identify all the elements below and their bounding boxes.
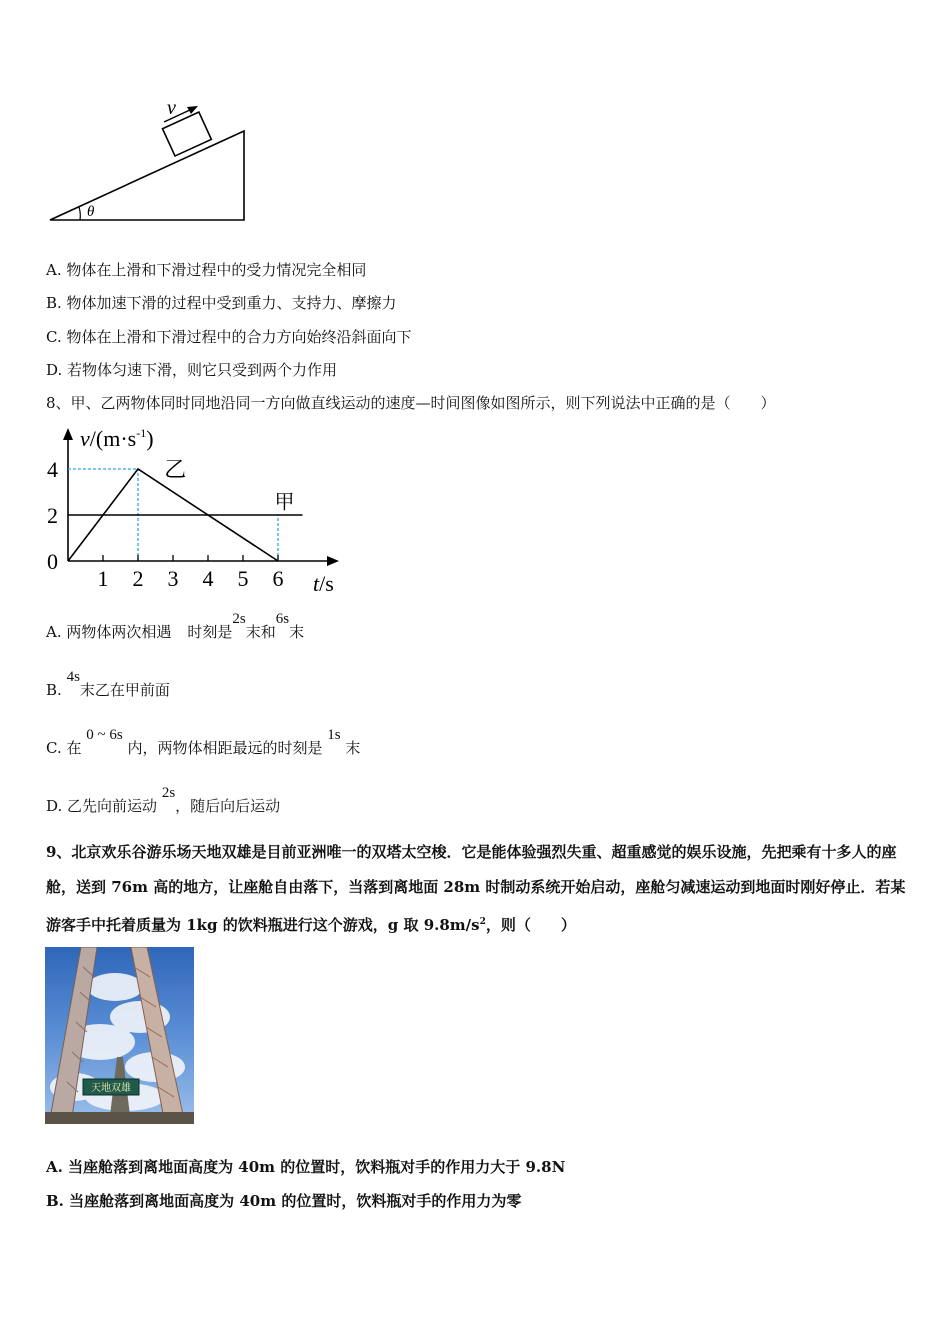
q8-option-c-mid: 内，两物体相距最远的时刻是 — [127, 739, 323, 757]
q8-option-a — [46, 611, 305, 643]
q7-option-b: B. 物体加速下滑的过程中受到重力、支持力、摩擦力 — [46, 294, 397, 312]
q8-option-a-mid1: 时刻是 — [187, 623, 233, 641]
q8-option-d-end: ，随后向后运动 — [175, 797, 281, 815]
y-axis-label: $v/(m\cdot s^{-1})$ — [80, 426, 154, 451]
q9-stem-part2: ，则（ ） — [485, 916, 576, 934]
q8-option-c-prefix: C. 在 — [46, 739, 82, 757]
q9-option-a: A. 当座舱落到离地面高度为 40m 的位置时，饮料瓶对手的作用力大于 9.8N — [46, 1158, 566, 1176]
q8-option-c — [46, 727, 361, 759]
q8-option-b-prefix: B. — [46, 681, 62, 699]
series-label-jia: 甲 — [274, 491, 295, 514]
q8-option-b-val: 4s — [66, 669, 80, 685]
y-tick-label-0: 0 — [47, 549, 58, 574]
q9-option-b: B. 当座舱落到离地面高度为 40m 的位置时，饮料瓶对手的作用力为零 — [46, 1192, 522, 1210]
q8-option-d-prefix: D. 乙先向前运动 — [46, 797, 158, 815]
q8-option-c-val1: 0 ~ 6s — [86, 727, 123, 743]
x-axis-arrow — [327, 556, 339, 566]
tower-photo — [45, 947, 194, 1124]
sign-text: 天地双雄 — [91, 1083, 131, 1094]
series-label-yi: 乙 — [164, 457, 187, 483]
q8-option-a-val1: 2s — [232, 611, 246, 627]
incline-triangle — [50, 131, 244, 220]
velocity-label: v — [167, 97, 176, 119]
q8-option-a-prefix: A. 两物体两次相遇 — [46, 623, 172, 641]
ground — [45, 1112, 194, 1124]
x-tick-label-5: 5 — [237, 566, 249, 591]
q8-option-b-end: 末乙在甲前面 — [79, 681, 170, 699]
x-axis-label: t/s — [313, 571, 334, 596]
q8-option-a-end: 末 — [289, 623, 305, 641]
y-axis-arrow — [63, 428, 73, 440]
y-tick-label-2: 2 — [47, 503, 58, 528]
q8-option-d — [46, 785, 281, 817]
q8-option-b — [46, 669, 170, 701]
x-tick-label-4: 4 — [202, 566, 214, 591]
q8-option-c-end: 末 — [345, 739, 361, 757]
x-tick-label-3: 3 — [167, 566, 179, 591]
q8-option-c-val2: 1s — [327, 727, 341, 743]
q8-option-d-val: 2s — [161, 785, 176, 801]
y-tick-label-4: 4 — [47, 457, 58, 482]
vt-chart — [40, 420, 350, 598]
angle-label: θ — [87, 204, 95, 220]
x-tick-label-2: 2 — [132, 566, 144, 591]
q9-stem-part1: 9、北京欢乐谷游乐场天地双雄是目前亚洲唯一的双塔太空梭．它是能体验强烈失重、超重感觉的娱乐设施，先把乘有十多人的座舱，送到 76m 高的地方，让座舱自由落下，当落到离地面 28m 时制动系统开始启动，座舱匀减速运动到地面时刚好停止．若某游客手中托着质量为 1kg 的饮料瓶进行这个游戏，g 取 9.8m/s — [46, 843, 906, 934]
incline-figure — [40, 92, 260, 227]
q9-stem-sup: 2 — [479, 917, 486, 927]
q8-option-a-val2: 6s — [275, 611, 290, 627]
q7-option-a: A. 物体在上滑和下滑过程中的受力情况完全相同 — [46, 261, 367, 279]
q8-option-a-mid2: 末和 — [245, 623, 276, 641]
q9-stem — [46, 835, 912, 943]
angle-arc — [79, 207, 80, 220]
x-tick-label-6: 6 — [272, 566, 284, 591]
x-tick-label-1: 1 — [97, 566, 109, 591]
q7-option-d: D. 若物体匀速下滑，则它只受到两个力作用 — [46, 361, 338, 379]
q8-stem: 8、甲、乙两物体同时同地沿同一方向做直线运动的速度—时间图像如图所示，则下列说法中正确的是（ ） — [46, 394, 776, 412]
q7-option-c: C. 物体在上滑和下滑过程中的合力方向始终沿斜面向下 — [46, 328, 412, 346]
